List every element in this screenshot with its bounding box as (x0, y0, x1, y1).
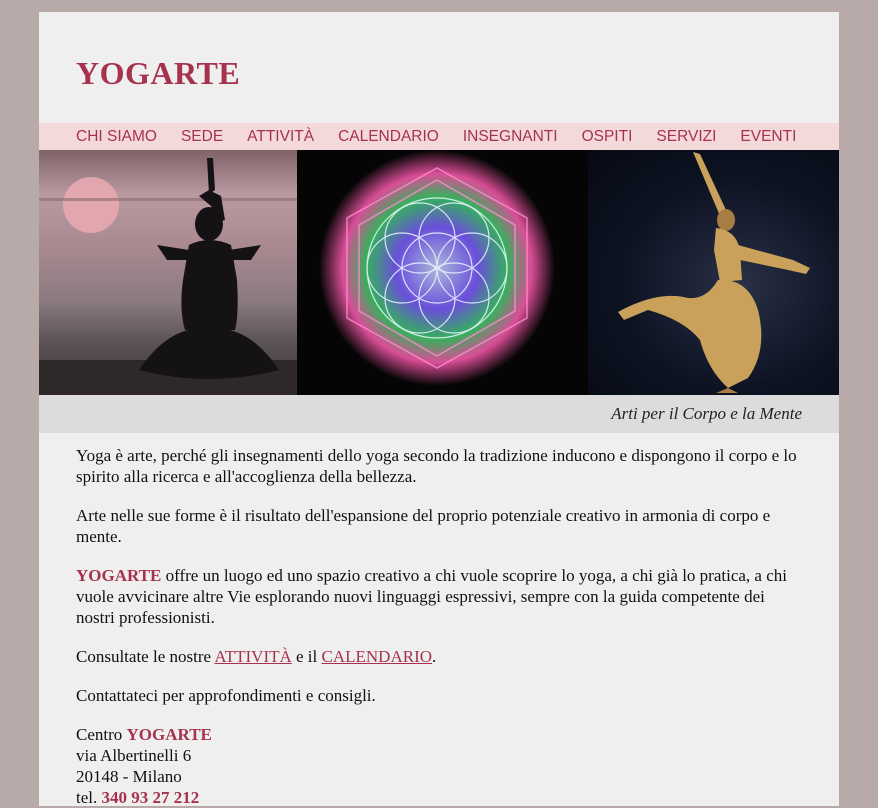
nav-item-eventi[interactable]: EVENTI (740, 127, 797, 145)
intro-paragraph: Yoga è arte, perché gli insegnamenti dello yoga secondo la tradizione inducono e dispongono il corpo e lo spirito alla ricerca e all'accoglienza della bellezza. (76, 446, 797, 486)
consult-paragraph (76, 646, 802, 667)
address-city: 20148 - Milano (76, 767, 182, 786)
nav-item-insegnanti[interactable]: INSEGNANTI (462, 127, 558, 145)
address-street: via Albertinelli 6 (76, 746, 192, 765)
calendario-link[interactable]: CALENDARIO (321, 647, 433, 666)
arte-paragraph: Arte nelle sue forme è il risultato dell'espansione del proprio potenziale creativo in armonia di corpo e mente. (76, 506, 771, 546)
centro-brand: YOGARTE (126, 725, 212, 744)
banner-yoga-silhouette-image (39, 150, 297, 395)
site-logo[interactable]: YOGARTE (76, 55, 241, 91)
contact-paragraph: Contattateci per approfondimenti e consigli. (76, 686, 376, 705)
main-nav (39, 123, 839, 150)
phone-number[interactable]: 340 93 27 212 (101, 788, 200, 807)
consult-mid-text: e il (291, 647, 322, 666)
site-header (39, 12, 839, 123)
brand-name: YOGARTE (76, 566, 162, 585)
address-centro (76, 724, 802, 745)
attivita-link[interactable]: ATTIVITÀ (214, 647, 292, 666)
offer-paragraph (76, 565, 802, 628)
address-block (76, 724, 802, 808)
nav-item-chi-siamo[interactable]: CHI SIAMO (76, 127, 157, 145)
header-banner (39, 150, 839, 395)
consult-text: Consultate le nostre (76, 647, 215, 666)
nav-item-servizi[interactable]: SERVIZI (656, 127, 717, 145)
consult-end-text: . (432, 647, 437, 666)
offer-text: offre un luogo ed uno spazio creativo a chi vuole scoprire lo yoga, a chi già lo pratica, a chi vuole avvicinare altre Vie esplorando nuovi linguaggi espressivi, sempre con la guida competente dei nostri professionisti. (76, 566, 787, 627)
nav-item-calendario[interactable]: CALENDARIO (338, 127, 439, 145)
banner-dancer-image (588, 150, 839, 395)
nav-item-attivita[interactable]: ATTIVITÀ (247, 127, 315, 145)
phone-label: tel. (76, 788, 102, 807)
page-container (39, 12, 839, 806)
nav-item-ospiti[interactable]: OSPITI (581, 127, 633, 145)
address-phone (76, 787, 802, 808)
centro-label: Centro (76, 725, 127, 744)
main-content (39, 433, 839, 808)
nav-item-sede[interactable]: SEDE (180, 127, 224, 145)
tagline: Arti per il Corpo e la Mente (39, 395, 839, 433)
banner-mandala-image (297, 150, 588, 395)
